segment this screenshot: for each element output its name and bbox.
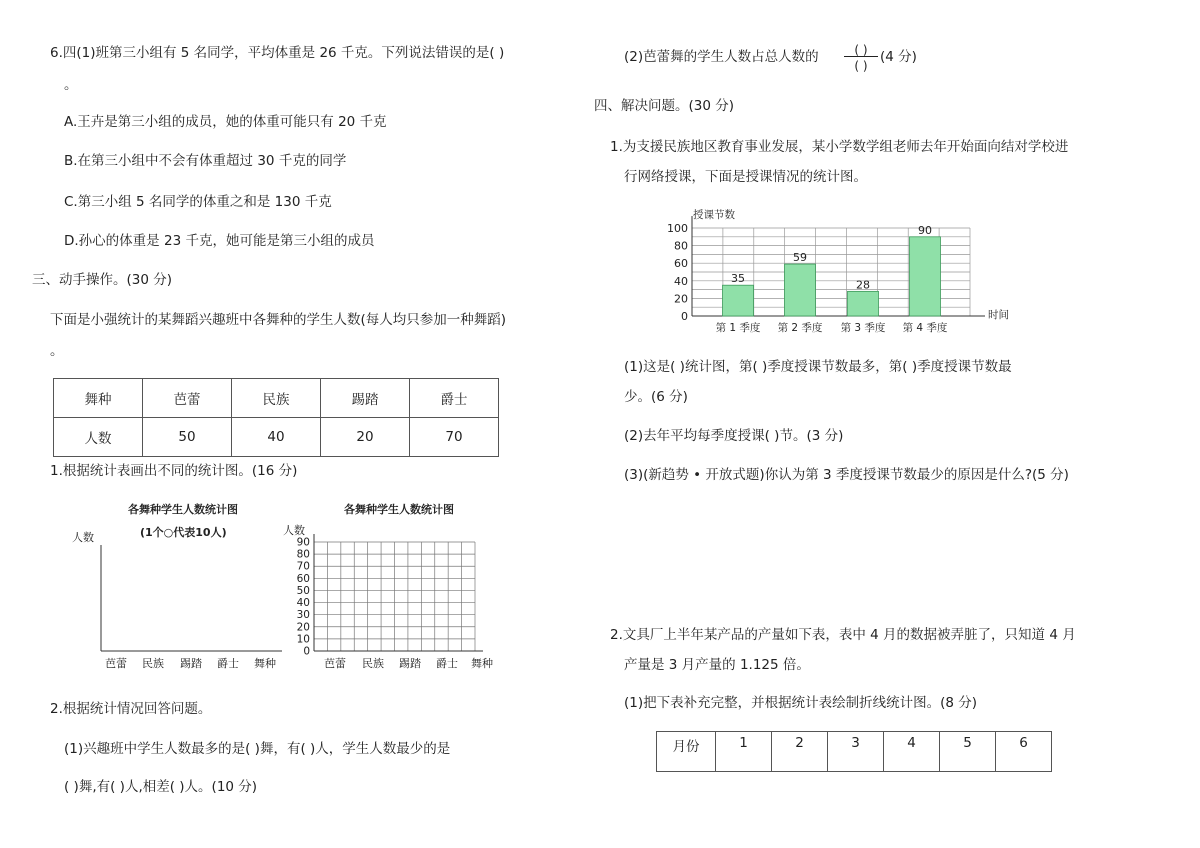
table-header: 民族 [232, 379, 321, 418]
pict-chart-ylabel: 人数 [72, 531, 94, 544]
grid-y-tick: 60 [296, 572, 310, 585]
grid-xlabel: 踢踏 [399, 657, 421, 670]
grid-y-tick: 70 [296, 560, 310, 573]
section3-intro-end: 。 [50, 343, 64, 359]
table-header: 踢踏 [321, 379, 410, 418]
section4-q1-1a: (1)这是( )统计图，第( )季度授课节数最多，第( )季度授课节数最 [624, 359, 1012, 375]
bar-category-label: 第 3 季度 [840, 322, 886, 334]
table-row-label: 人数 [54, 418, 143, 457]
month-cell: 4 [884, 732, 940, 772]
section3-intro: 下面是小强统计的某舞蹈兴趣班中各舞种的学生人数(每人均只参加一种舞蹈) [50, 312, 507, 328]
pict-xlabel: 踢踏 [180, 657, 202, 670]
section4-q1-1b: 少。(6 分) [624, 389, 688, 405]
section4-title: 四、解决问题。(30 分) [594, 98, 735, 114]
bar-y-tick-label: 0 [681, 310, 688, 323]
month-cell: 3 [828, 732, 884, 772]
table-cell: 50 [143, 418, 232, 457]
bar-y-tick-label: 40 [674, 274, 688, 288]
bar-category-label: 第 1 季度 [715, 322, 761, 334]
section3-q2-1b: ( )舞,有( )人,相差( )人。(10 分) [64, 779, 258, 795]
month-cell: 5 [940, 732, 996, 772]
bar-x-axis-label: 时间 [988, 309, 1009, 321]
grid-y-tick: 0 [303, 645, 310, 658]
pict-xlabel: 舞种 [254, 657, 276, 670]
pict-chart-subtitle: (1个○代表10人) [140, 526, 227, 539]
bar-value-label: 28 [856, 278, 870, 292]
table-cell: 20 [321, 418, 410, 457]
section4-p2a: 2.文具厂上半年某产品的产量如下表，表中 4 月的数据被弄脏了，只知道 4 月 [610, 627, 1076, 643]
table-header: 爵士 [410, 379, 499, 418]
bar-y-axis-label: 授课节数 [693, 209, 735, 221]
grid-y-tick: 30 [296, 609, 310, 622]
grid-y-tick: 50 [296, 584, 310, 597]
bar [785, 264, 816, 316]
month-table [656, 731, 1052, 772]
q6-stem-end: 。 [64, 77, 78, 93]
bar-y-tick-label: 80 [674, 239, 688, 253]
bar-y-tick-label: 60 [674, 257, 688, 271]
grid-xlabel: 民族 [362, 657, 384, 670]
section4-q1-3: (3)(新趋势 • 开放式题)你认为第 3 季度授课节数最少的原因是什么?(5 分) [624, 467, 1069, 483]
q6-option-d: D.孙心的体重是 23 千克，她可能是第三小组的成员 [64, 233, 375, 249]
fraction-denominator: ( ) [854, 59, 868, 73]
bar-category-label: 第 4 季度 [902, 322, 948, 334]
pict-xlabel: 民族 [142, 657, 164, 670]
grid-y-tick: 90 [296, 536, 310, 549]
section4-q2-1: (1)把下表补充完整，并根据统计表绘制折线统计图。(8 分) [624, 695, 978, 711]
section3-q1: 1.根据统计表画出不同的统计图。(16 分) [50, 463, 298, 479]
table-cell: 70 [410, 418, 499, 457]
q6-option-b: B.在第三小组中不会有体重超过 30 千克的同学 [64, 153, 347, 169]
section4-q1-2: (2)去年平均每季度授课( )节。(3 分) [624, 428, 844, 444]
grid-y-tick: 40 [296, 597, 310, 610]
grid-chart-title: 各舞种学生人数统计图 [344, 503, 454, 516]
pict-chart-title: 各舞种学生人数统计图 [128, 503, 238, 516]
pict-xlabel: 爵士 [217, 657, 239, 670]
grid-y-tick: 20 [296, 621, 310, 634]
bar [723, 285, 754, 316]
section3-q2-1a: (1)兴趣班中学生人数最多的是( )舞，有( )人，学生人数最少的是 [64, 741, 451, 757]
grid-y-tick: 80 [296, 548, 310, 561]
bar [848, 291, 879, 316]
fraction-numerator: ( ) [844, 44, 878, 57]
section3-title: 三、动手操作。(30 分) [32, 272, 173, 288]
section4-p2b: 产量是 3 月产量的 1.125 倍。 [624, 657, 810, 673]
table-cell: 40 [232, 418, 321, 457]
bar [910, 237, 941, 316]
table-header: 芭蕾 [143, 379, 232, 418]
q6-stem: 6.四(1)班第三小组有 5 名同学，平均体重是 26 千克。下列说法错误的是( ) [50, 45, 505, 61]
grid-chart-ylabel: 人数 [283, 524, 305, 537]
section4-p1a: 1.为支援民族地区教育事业发展，某小学数学组老师去年开始面向结对学校进 [610, 139, 1069, 155]
bar-y-tick-label: 100 [667, 222, 688, 235]
bar-value-label: 90 [918, 223, 932, 237]
section4-p1b: 行网络授课，下面是授课情况的统计图。 [624, 169, 867, 185]
q6-option-a: A.王卉是第三小组的成员，她的体重可能只有 20 千克 [64, 114, 387, 130]
section3-q2-2a: (2)芭蕾舞的学生人数占总人数的 [624, 49, 819, 65]
q6-option-c: C.第三小组 5 名同学的体重之和是 130 千克 [64, 194, 332, 210]
grid-xlabel: 芭蕾 [324, 657, 346, 670]
grid-xlabel: 爵士 [436, 657, 458, 670]
pict-xlabel: 芭蕾 [105, 657, 127, 670]
month-cell: 6 [996, 732, 1052, 772]
section3-q2-2b: (4 分) [880, 49, 917, 65]
grid-y-tick: 10 [296, 633, 310, 646]
month-cell: 1 [716, 732, 772, 772]
bar-value-label: 35 [731, 272, 745, 286]
bar-value-label: 59 [793, 251, 807, 265]
table-header: 舞种 [54, 379, 143, 418]
month-table-header: 月份 [657, 732, 716, 772]
bar-y-tick-label: 20 [674, 292, 688, 306]
month-cell: 2 [772, 732, 828, 772]
grid-xlabel: 舞种 [471, 657, 493, 670]
bar-category-label: 第 2 季度 [777, 322, 823, 334]
section3-q2: 2.根据统计情况回答问题。 [50, 701, 212, 717]
